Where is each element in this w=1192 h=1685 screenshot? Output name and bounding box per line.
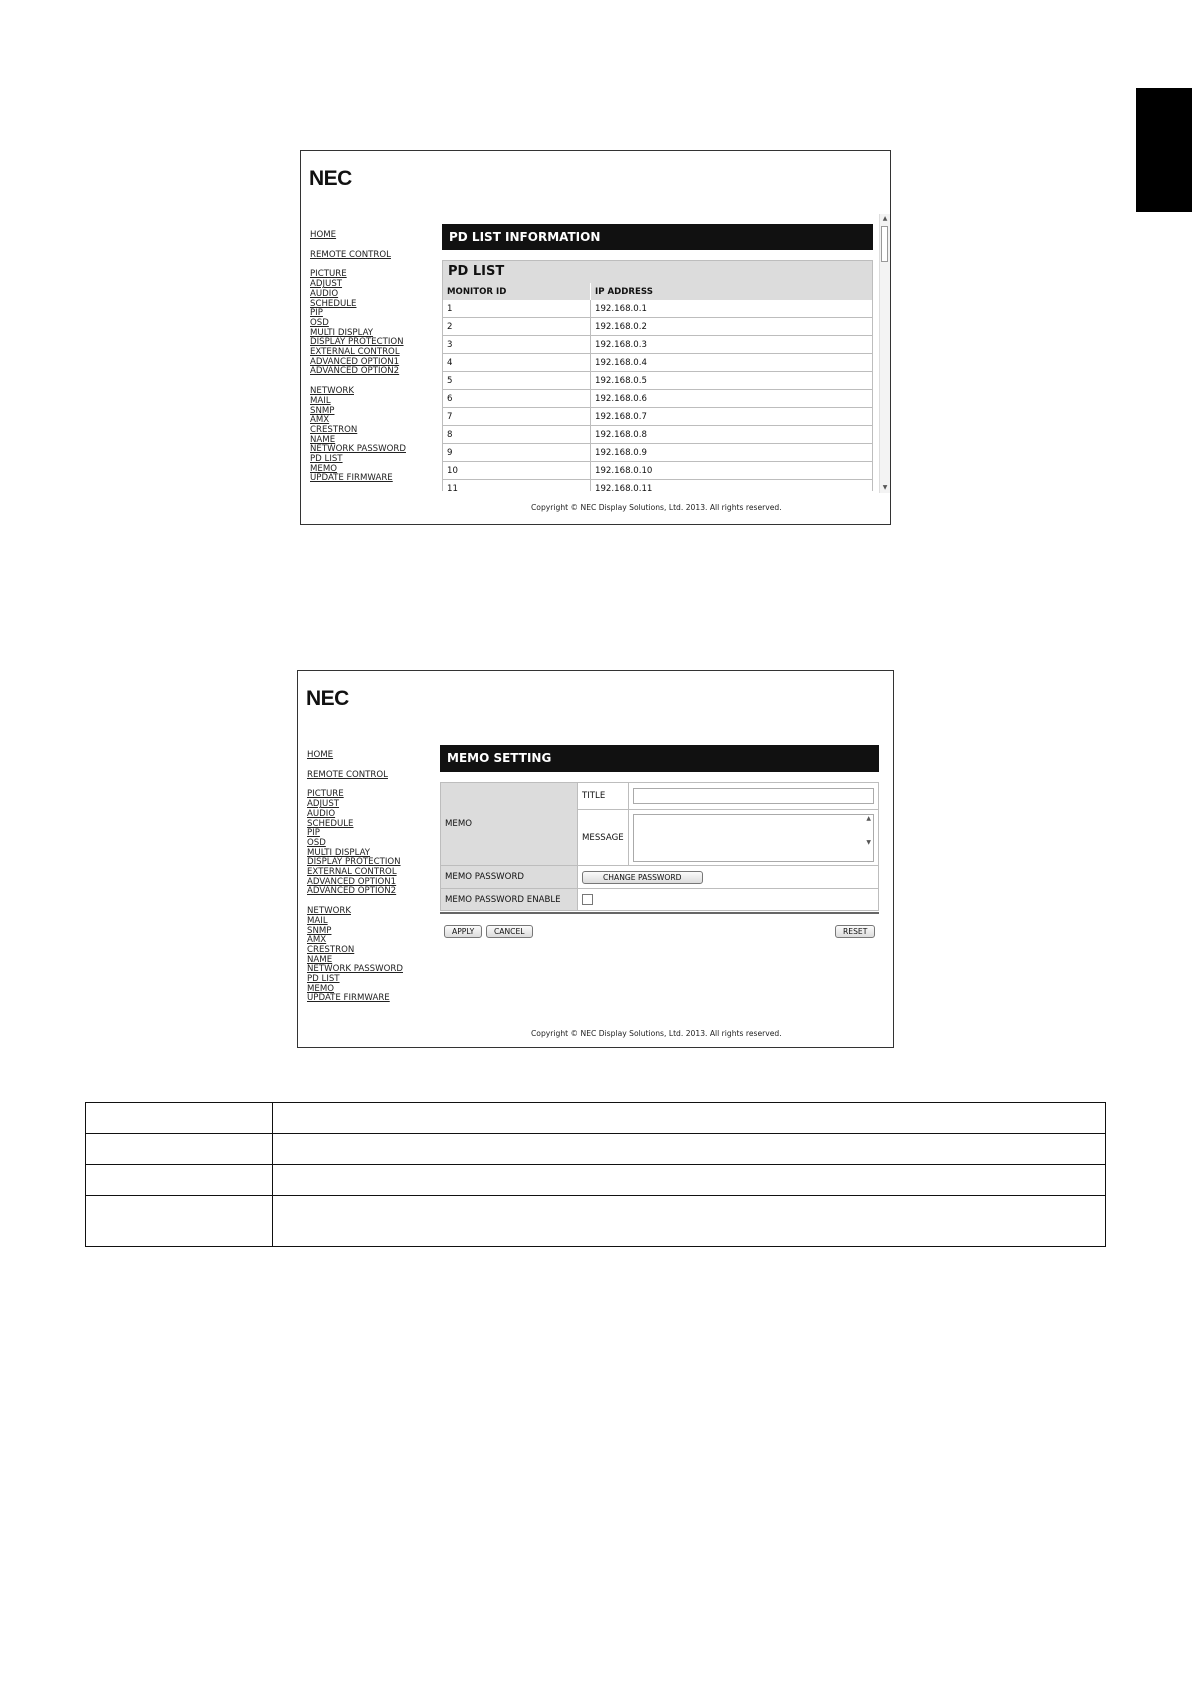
table-cell	[86, 1134, 273, 1165]
nav-link-name[interactable]: NAME	[307, 954, 333, 965]
table-row	[86, 1196, 1106, 1247]
nav-link-mail[interactable]: MAIL	[310, 395, 331, 406]
monitor-id-cell: 7	[443, 408, 591, 426]
nav-link-remote-control[interactable]: REMOTE CONTROL	[310, 249, 391, 260]
textarea-scroll-icon: ▲ ▼	[866, 814, 871, 846]
change-password-button[interactable]: CHANGE PASSWORD	[582, 871, 703, 884]
table-cell	[273, 1165, 1106, 1196]
monitor-id-cell: 8	[443, 426, 591, 444]
ip-address-cell: 192.168.0.1	[591, 300, 873, 318]
nav-link-crestron[interactable]: CRESTRON	[310, 424, 358, 435]
pd-list-title: PD LIST	[443, 261, 872, 283]
ip-address-cell: 192.168.0.4	[591, 354, 873, 372]
copyright-text: Copyright © NEC Display Solutions, Ltd. 2013. All rights reserved.	[531, 1029, 782, 1038]
memo-password-label: MEMO PASSWORD	[441, 866, 578, 889]
nav-link-advanced-option1[interactable]: ADVANCED OPTION1	[310, 356, 400, 367]
nav-link-multi-display[interactable]: MULTI DISPLAY	[307, 847, 371, 858]
table-row	[443, 336, 872, 354]
nav-link-pip[interactable]: PIP	[307, 828, 320, 839]
memo-password-enable-row	[441, 889, 879, 911]
pd-list-panel	[442, 260, 873, 491]
page-edge-tab	[1136, 88, 1192, 212]
ip-address-cell: 192.168.0.11	[591, 480, 873, 492]
nav-link-external-control[interactable]: EXTERNAL CONTROL	[310, 347, 400, 358]
monitor-id-cell: 1	[443, 300, 591, 318]
title-label: TITLE	[578, 783, 629, 810]
ip-address-cell: 192.168.0.3	[591, 336, 873, 354]
monitor-id-cell: 5	[443, 372, 591, 390]
nav-link-audio[interactable]: AUDIO	[310, 288, 339, 299]
nav-link-network[interactable]: NETWORK	[310, 386, 354, 397]
table-cell	[273, 1196, 1106, 1247]
nav-link-schedule[interactable]: SCHEDULE	[310, 298, 357, 309]
apply-button[interactable]: APPLY	[444, 925, 482, 938]
nav-link-update-firmware[interactable]: UPDATE FIRMWARE	[307, 993, 390, 1004]
table-cell	[86, 1165, 273, 1196]
sidebar-nav	[307, 751, 403, 1004]
ip-address-cell: 192.168.0.7	[591, 408, 873, 426]
nav-link-osd[interactable]: OSD	[307, 837, 326, 848]
nav-link-network-password[interactable]: NETWORK PASSWORD	[310, 444, 406, 455]
table-row	[443, 480, 872, 492]
column-header-ip-address: IP ADDRESS	[591, 283, 873, 300]
monitor-id-cell: 3	[443, 336, 591, 354]
table-row	[86, 1103, 1106, 1134]
title-input[interactable]	[633, 788, 874, 804]
nav-link-remote-control[interactable]: REMOTE CONTROL	[307, 769, 388, 780]
nec-logo: NEC	[306, 687, 349, 710]
sidebar-nav	[310, 231, 406, 484]
table-row	[443, 462, 872, 480]
table-row	[443, 300, 872, 318]
nav-link-display-protection[interactable]: DISPLAY PROTECTION	[307, 857, 401, 868]
table-header-row	[443, 283, 872, 300]
nav-link-network[interactable]: NETWORK	[307, 906, 351, 917]
table-row	[443, 318, 872, 336]
ip-address-cell: 192.168.0.9	[591, 444, 873, 462]
page-title: PD LIST INFORMATION	[442, 224, 873, 250]
table-row	[443, 390, 872, 408]
nav-link-display-protection[interactable]: DISPLAY PROTECTION	[310, 337, 404, 348]
nav-link-multi-display[interactable]: MULTI DISPLAY	[310, 327, 374, 338]
monitor-id-cell: 11	[443, 480, 591, 492]
nav-link-picture[interactable]: PICTURE	[307, 789, 344, 800]
nav-link-osd[interactable]: OSD	[310, 317, 329, 328]
document-table	[85, 1102, 1106, 1247]
nav-link-picture[interactable]: PICTURE	[310, 269, 347, 280]
nav-link-network-password[interactable]: NETWORK PASSWORD	[307, 964, 403, 975]
memo-password-enable-label: MEMO PASSWORD ENABLE	[441, 889, 578, 911]
table-row	[443, 372, 872, 390]
table-row	[443, 444, 872, 462]
monitor-id-cell: 2	[443, 318, 591, 336]
ip-address-cell: 192.168.0.8	[591, 426, 873, 444]
vertical-scrollbar[interactable]	[879, 214, 890, 493]
nav-link-advanced-option1[interactable]: ADVANCED OPTION1	[307, 876, 397, 887]
nav-link-pd-list[interactable]: PD LIST	[310, 454, 343, 465]
nav-link-home[interactable]: HOME	[310, 230, 337, 240]
ip-address-cell: 192.168.0.10	[591, 462, 873, 480]
table-row	[443, 354, 872, 372]
message-label: MESSAGE	[578, 810, 629, 866]
divider	[440, 912, 879, 914]
table-row	[443, 426, 872, 444]
monitor-id-cell: 4	[443, 354, 591, 372]
table-row	[443, 408, 872, 426]
cancel-button[interactable]: CANCEL	[486, 925, 533, 938]
nav-link-external-control[interactable]: EXTERNAL CONTROL	[307, 867, 397, 878]
nav-link-mail[interactable]: MAIL	[307, 915, 328, 926]
nav-link-schedule[interactable]: SCHEDULE	[307, 818, 354, 829]
table-row	[86, 1134, 1106, 1165]
scroll-up-icon[interactable]: ▲	[882, 215, 888, 222]
nav-link-update-firmware[interactable]: UPDATE FIRMWARE	[310, 473, 393, 484]
memo-setting-table	[440, 782, 879, 911]
nav-link-snmp[interactable]: SNMP	[310, 405, 335, 416]
memo-password-enable-checkbox[interactable]	[582, 894, 593, 905]
memo-title-row	[441, 783, 879, 810]
nav-link-pd-list[interactable]: PD LIST	[307, 974, 340, 985]
nav-link-pip[interactable]: PIP	[310, 308, 323, 319]
nav-link-name[interactable]: NAME	[310, 434, 336, 445]
nav-link-audio[interactable]: AUDIO	[307, 808, 336, 819]
pd-list-screenshot	[300, 150, 891, 525]
monitor-id-cell: 10	[443, 462, 591, 480]
table-cell	[86, 1103, 273, 1134]
nav-link-adjust[interactable]: ADJUST	[307, 799, 340, 810]
message-textarea[interactable]	[633, 814, 874, 862]
ip-address-cell: 192.168.0.2	[591, 318, 873, 336]
table-row	[86, 1165, 1106, 1196]
nav-link-crestron[interactable]: CRESTRON	[307, 944, 355, 955]
scrollbar-thumb[interactable]	[881, 226, 888, 262]
column-header-monitor-id: MONITOR ID	[443, 283, 591, 300]
memo-setting-screenshot	[297, 670, 894, 1048]
memo-label: MEMO	[441, 783, 578, 866]
nav-link-memo[interactable]: MEMO	[307, 983, 335, 994]
monitor-id-cell: 6	[443, 390, 591, 408]
ip-address-cell: 192.168.0.5	[591, 372, 873, 390]
memo-password-row	[441, 866, 879, 889]
nec-logo: NEC	[309, 167, 352, 190]
nav-link-memo[interactable]: MEMO	[310, 463, 338, 474]
copyright-text: Copyright © NEC Display Solutions, Ltd. 2013. All rights reserved.	[531, 503, 782, 512]
scroll-down-icon[interactable]: ▼	[882, 484, 888, 491]
ip-address-cell: 192.168.0.6	[591, 390, 873, 408]
nav-link-home[interactable]: HOME	[307, 750, 334, 760]
reset-button[interactable]: RESET	[835, 925, 875, 938]
pd-list-table	[443, 283, 872, 491]
nav-link-amx[interactable]: AMX	[310, 415, 330, 426]
table-cell	[86, 1196, 273, 1247]
nav-link-adjust[interactable]: ADJUST	[310, 279, 343, 290]
pd-list-rows	[443, 300, 872, 491]
nav-link-advanced-option2[interactable]: ADVANCED OPTION2	[310, 366, 400, 377]
table-cell	[273, 1103, 1106, 1134]
monitor-id-cell: 9	[443, 444, 591, 462]
nav-link-amx[interactable]: AMX	[307, 935, 327, 946]
table-cell	[273, 1134, 1106, 1165]
nav-link-snmp[interactable]: SNMP	[307, 925, 332, 936]
nav-link-advanced-option2[interactable]: ADVANCED OPTION2	[307, 886, 397, 897]
page-title: MEMO SETTING	[440, 745, 879, 772]
